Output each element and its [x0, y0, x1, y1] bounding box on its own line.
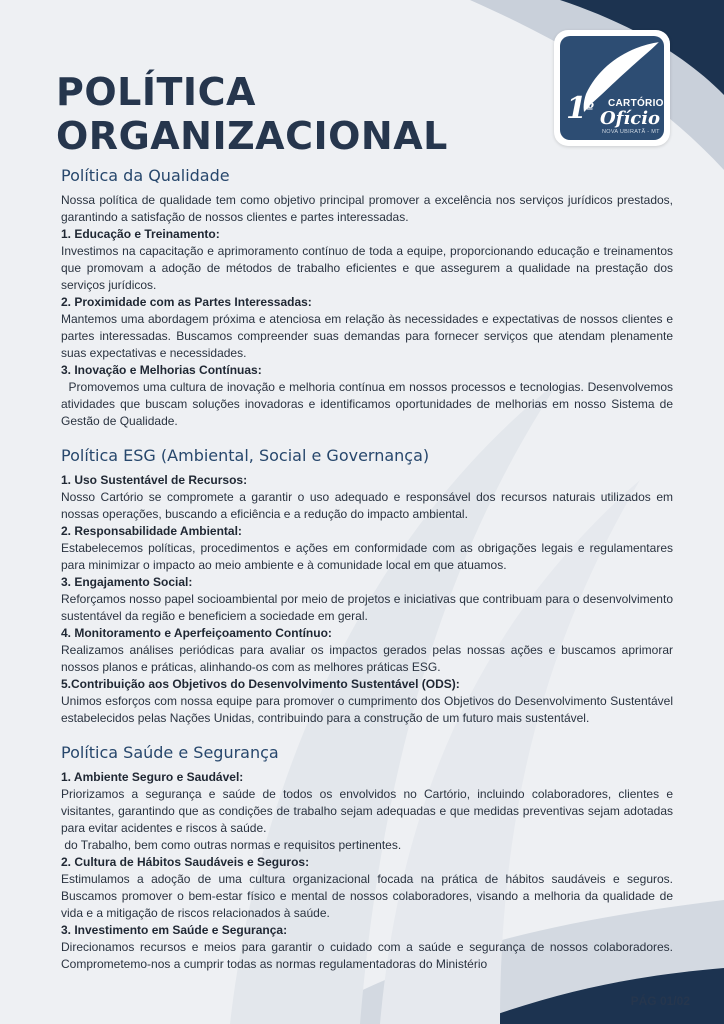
policy-item: [61, 574, 673, 625]
section-saude-seguranca: [61, 743, 673, 973]
item-title: 2. Cultura de Hábitos Saudáveis e Seguros:: [61, 855, 310, 869]
section-esg: [61, 446, 673, 727]
policy-item: [61, 362, 677, 430]
section-heading: Política da Qualidade: [61, 166, 230, 185]
page-title-line-2: ORGANIZACIONAL: [56, 114, 448, 158]
cartorio-logo: [554, 30, 670, 146]
section-qualidade: [61, 166, 677, 430]
item-title: 1. Ambiente Seguro e Saudável:: [61, 770, 244, 784]
section-heading: Política ESG (Ambiental, Social e Governança): [61, 446, 430, 465]
item-title: 5.Contribuição aos Objetivos do Desenvolvimento Sustentável (ODS):: [61, 677, 460, 691]
logo-location: NOVA UBIRATÃ - MT: [602, 129, 660, 135]
page-number: PÁG 01/02: [630, 994, 690, 1008]
item-text: Realizamos análises periódicas para avaliar os impactos gerados pelas nossas ações e buscamos aprimorar nossos planos e práticas, alinhando-os com as melhores práticas ESG.: [61, 643, 673, 674]
item-title: 3. Investimento em Saúde e Segurança:: [61, 923, 288, 937]
item-title: 2. Responsabilidade Ambiental:: [61, 524, 242, 538]
item-text-continuation: do Trabalho, bem como outras normas e requisitos pertinentes.: [61, 838, 402, 852]
policy-item: [61, 676, 673, 727]
item-text: Estabelecemos políticas, procedimentos e ações em conformidade com as obrigações legais e regulamentares para minimizar o impacto ao meio ambiente e à comunidade local em que atuamos.: [61, 541, 673, 572]
section-heading: Política Saúde e Segurança: [61, 743, 279, 762]
logo-word-cartorio: CARTÓRIO: [608, 98, 664, 109]
policy-item: [61, 523, 673, 574]
item-title: 3. Inovação e Melhorias Contínuas:: [61, 363, 262, 377]
item-text: Nosso Cartório se compromete a garantir o uso adequado e responsável dos recursos naturais utilizados em nossas operações, buscando a eficiência e a redução do impacto ambiental.: [61, 490, 673, 521]
item-title: 1. Educação e Treinamento:: [61, 227, 220, 241]
logo-word-oficio: Ofício: [600, 108, 661, 129]
item-title: 4. Monitoramento e Aperfeiçoamento Contínuo:: [61, 626, 332, 640]
page-title-line-1: POLÍTICA: [56, 70, 256, 114]
item-text: Promovemos uma cultura de inovação e melhoria contínua em nossos processos e tecnologias. Desenvolvemos atividades que buscam soluções inovadoras e identificamos oportunidades de melhorias em nosso Sistema de Gestão de Qualidade.: [61, 380, 677, 428]
item-text: Unimos esforços com nossa equipe para promover o cumprimento dos Objetivos do Desenvolvimento Sustentável estabelecidos pelas Nações Unidas, contribuindo para a construção de um futuro mais sustentável.: [61, 694, 673, 725]
logo-number: $1^º$: [566, 91, 594, 126]
item-text: Estimulamos a adoção de uma cultura organizacional focada na prática de hábitos saudáveis e seguros. Buscamos promover o bem-estar físico e mental de nossos colaboradores, visando a melhoria da qualidade de vida e a mitigação de riscos relacionados à saúde.: [61, 872, 673, 920]
policy-item: [61, 472, 673, 523]
policy-item: [61, 294, 673, 362]
document-body: [61, 166, 677, 973]
item-text: Priorizamos a segurança e saúde de todos os envolvidos no Cartório, incluindo colaboradores, clientes e visitantes, garantindo que as condições de trabalho sejam adequadas e que medidas preventivas sejam adotadas para evitar acidentes e riscos à saúde.: [61, 787, 673, 835]
policy-item: [61, 854, 673, 922]
logo-badge: [560, 36, 664, 140]
item-text: Investimos na capacitação e aprimoramento contínuo de toda a equipe, proporcionando educação e treinamentos que promovam a adoção de métodos de trabalho eficientes e que assegurem a qualidade na prestação dos serviços jurídicos.: [61, 244, 673, 292]
policy-item: [61, 226, 673, 294]
policy-item: [61, 625, 673, 676]
section-intro: Nossa política de qualidade tem como objetivo principal promover a excelência nos serviços jurídicos prestados, garantindo a satisfação de nossos clientes e partes interessadas.: [61, 193, 673, 224]
page-title: [56, 70, 448, 158]
item-text: Mantemos uma abordagem próxima e atenciosa em relação às necessidades e expectativas de nossos clientes e partes interessadas. Buscamos compreender suas demandas para fornecer serviços que atendam plenamente suas expectativas e necessidades.: [61, 312, 673, 360]
item-text: Reforçamos nosso papel socioambiental por meio de projetos e iniciativas que contribuam para o desenvolvimento sustentável da região e beneficiem a sociedade em geral.: [61, 592, 673, 623]
policy-item: [61, 922, 673, 973]
item-title: 1. Uso Sustentável de Recursos:: [61, 473, 248, 487]
item-title: 2. Proximidade com as Partes Interessadas:: [61, 295, 312, 309]
item-title: 3. Engajamento Social:: [61, 575, 193, 589]
policy-item: [61, 769, 673, 854]
item-text: Direcionamos recursos e meios para garantir o cuidado com a saúde e segurança de nossos colaboradores. Comprometemo-nos a cumprir todas as normas regulamentadoras do Ministério: [61, 940, 673, 971]
